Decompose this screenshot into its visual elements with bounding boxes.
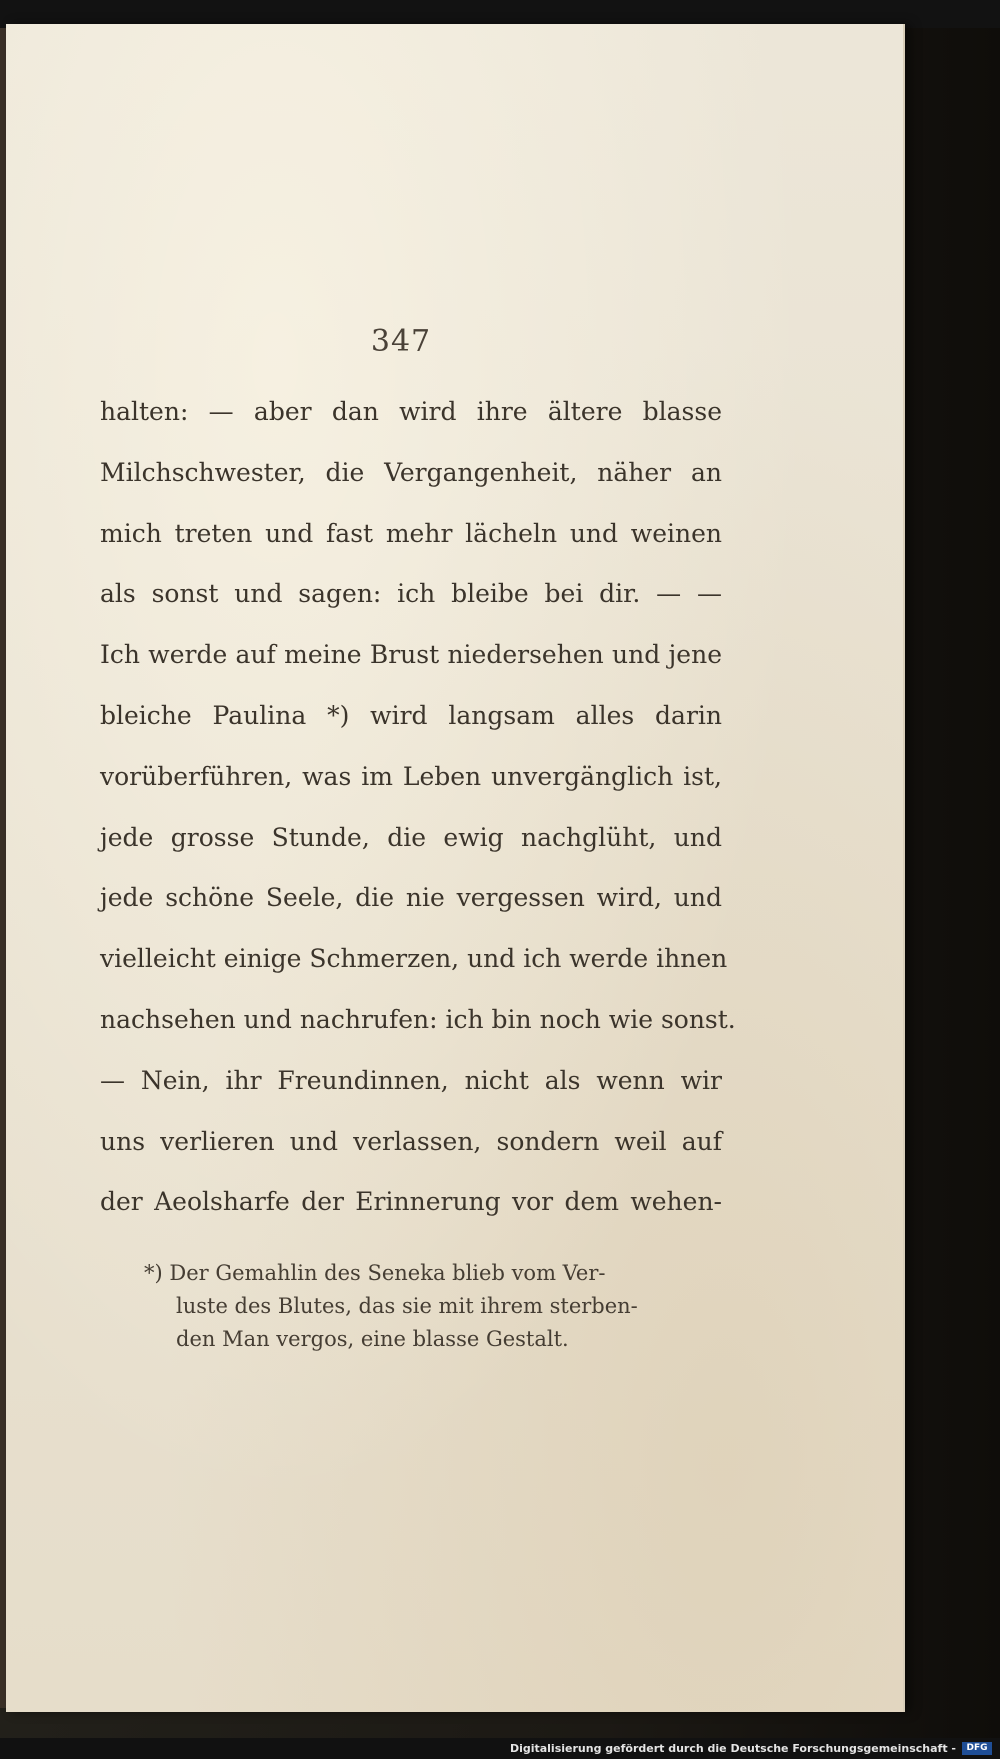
text-line: Ich werde auf meine Brust niedersehen und jene xyxy=(100,640,722,670)
text-line: Milchschwester, die Vergangenheit, näher an xyxy=(100,457,722,487)
digitization-credit: Digitalisierung gefördert durch die Deutsche Forschungsgemeinschaft - xyxy=(509,1742,956,1755)
text-line: mich treten und fast mehr lächeln und weinen xyxy=(100,518,722,548)
footnote-line: *) Der Gemahlin des Seneka blieb vom Ver- xyxy=(144,1261,606,1285)
book-page xyxy=(6,24,905,1712)
body-text xyxy=(100,382,736,1233)
text-line: der Aeolsharfe der Erinnerung vor dem wehen- xyxy=(100,1187,722,1217)
text-line: vielleicht einige Schmerzen, und ich werde ihnen xyxy=(100,944,728,974)
text-line: jede grosse Stunde, die ewig nachglüht, und xyxy=(100,822,722,852)
text-line: als sonst und sagen: ich bleibe bei dir. — — xyxy=(100,579,722,609)
footnote xyxy=(144,1257,704,1356)
dfg-logo: DFG xyxy=(962,1742,992,1755)
footnote-line: luste des Blutes, das sie mit ihrem sterben- xyxy=(176,1294,638,1318)
footnote-line: den Man vergos, eine blasse Gestalt. xyxy=(176,1327,569,1351)
page-number: 347 xyxy=(370,324,432,359)
text-line: vorüberführen, was im Leben unvergänglich ist, xyxy=(100,761,722,791)
text-line: uns verlieren und verlassen, sondern weil auf xyxy=(100,1126,722,1156)
text-line: halten: — aber dan wird ihre ältere blasse xyxy=(100,397,722,426)
text-line: bleiche Paulina *) wird langsam alles darin xyxy=(100,700,722,730)
text-line: jede schöne Seele, die nie vergessen wird, und xyxy=(100,883,722,913)
text-line: — Nein, ihr Freundinnen, nicht als wenn wir xyxy=(100,1065,722,1095)
text-line: nachsehen und nachrufen: ich bin noch wie sonst. xyxy=(100,1004,736,1034)
